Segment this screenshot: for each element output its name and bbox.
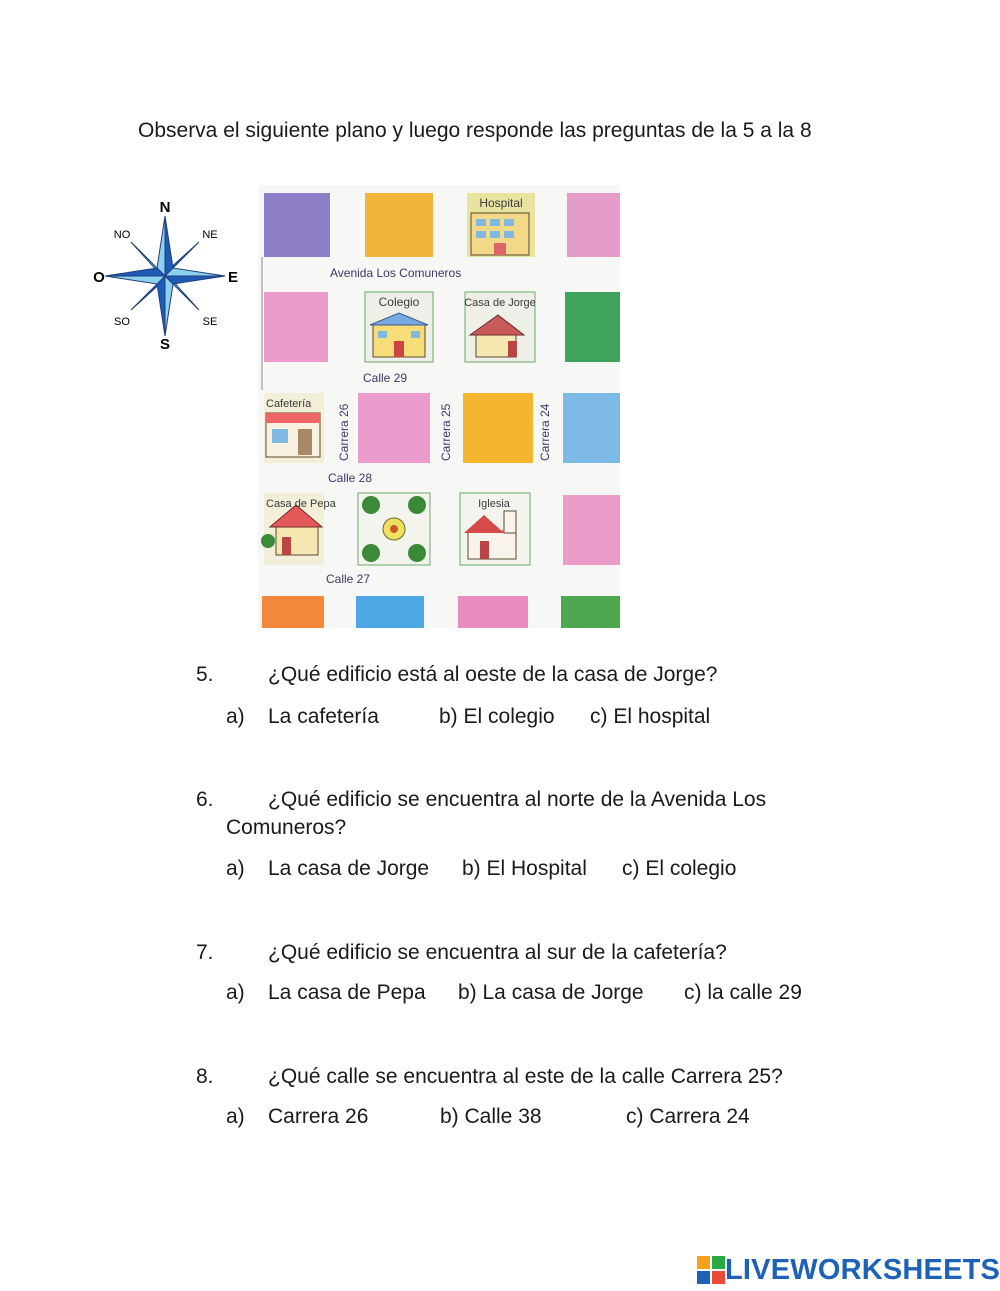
instructions: Observa el siguiente plano y luego responde las preguntas de la 5 a la 8 (138, 119, 812, 142)
question-6-number: 6. (196, 788, 214, 811)
block-pink-2 (264, 292, 328, 362)
liveworksheets-icon (697, 1256, 725, 1284)
block-pink-5 (458, 596, 528, 628)
question-5-number: 5. (196, 663, 214, 686)
block-green-2 (561, 596, 620, 628)
question-7-text: ¿Qué edificio se encuentra al sur de la cafetería? (268, 941, 727, 964)
label-carrera-26: Carrera 26 (337, 403, 351, 461)
label-iglesia: Iglesia (478, 498, 510, 510)
label-calle-29: Calle 29 (363, 371, 408, 385)
city-map (258, 185, 620, 628)
question-5-option-a[interactable]: La cafetería (268, 705, 379, 728)
question-8-option-c[interactable]: c) Carrera 24 (626, 1105, 750, 1128)
question-5-text: ¿Qué edificio está al oeste de la casa de Jorge? (268, 663, 718, 686)
block-orange-3 (262, 596, 324, 628)
label-calle-27: Calle 27 (326, 572, 371, 586)
label-hospital: Hospital (479, 196, 523, 210)
compass-n: N (159, 199, 171, 216)
compass-s: S (159, 336, 171, 353)
question-6-text-cont: Comuneros? (226, 816, 347, 839)
question-8-text: ¿Qué calle se encuentra al este de la calle Carrera 25? (268, 1065, 783, 1088)
question-6-letter: a) (226, 857, 245, 880)
compass-e: E (227, 269, 239, 286)
question-6-text: ¿Qué edificio se encuentra al norte de la Avenida Los (268, 788, 767, 811)
label-colegio: Colegio (378, 295, 420, 309)
block-purple (264, 193, 330, 257)
compass-o: O (93, 269, 105, 286)
question-7-option-a[interactable]: La casa de Pepa (268, 981, 426, 1004)
label-carrera-24: Carrera 24 (538, 403, 552, 461)
question-7-option-b[interactable]: b) La casa de Jorge (458, 981, 644, 1004)
hospital-icon (471, 213, 529, 255)
label-avenida: Avenida Los Comuneros (330, 266, 462, 280)
label-cafeteria: Cafetería (266, 398, 312, 410)
label-casa-pepa: Casa de Pepa (266, 498, 336, 510)
liveworksheets-logo[interactable] (697, 1255, 1000, 1285)
logo-text: LIVEWORKSHEETS (725, 1253, 1000, 1286)
label-calle-28: Calle 28 (328, 471, 373, 485)
label-casa-jorge: Casa de Jorge (464, 297, 536, 309)
compass-so: SO (114, 316, 130, 328)
question-7-option-c[interactable]: c) la calle 29 (684, 981, 802, 1004)
question-6-option-c[interactable]: c) El colegio (622, 857, 737, 880)
block-pink-4 (563, 495, 620, 565)
question-7-number: 7. (196, 941, 214, 964)
question-6-option-b[interactable]: b) El Hospital (462, 857, 587, 880)
compass-no: NO (113, 229, 131, 241)
question-8-option-b[interactable]: b) Calle 38 (440, 1105, 542, 1128)
block-green (565, 292, 620, 362)
question-5-letter: a) (226, 705, 245, 728)
block-blue-2 (356, 596, 424, 628)
block-orange (365, 193, 433, 257)
question-8-letter: a) (226, 1105, 245, 1128)
compass-rose (88, 196, 248, 356)
compass-se: SE (202, 316, 218, 328)
question-5-option-c[interactable]: c) El hospital (590, 705, 711, 728)
question-6-option-a[interactable]: La casa de Jorge (268, 857, 430, 880)
question-5-option-b[interactable]: b) El colegio (439, 705, 555, 728)
block-pink (567, 193, 620, 257)
question-7-letter: a) (226, 981, 245, 1004)
cafeteria-icon (266, 413, 320, 457)
question-8-option-a[interactable]: Carrera 26 (268, 1105, 369, 1128)
block-blue (563, 393, 620, 463)
block-orange-2 (463, 393, 533, 463)
question-8-number: 8. (196, 1065, 214, 1088)
compass-ne: NE (202, 229, 218, 241)
block-pink-3 (358, 393, 430, 463)
label-carrera-25: Carrera 25 (439, 403, 453, 461)
